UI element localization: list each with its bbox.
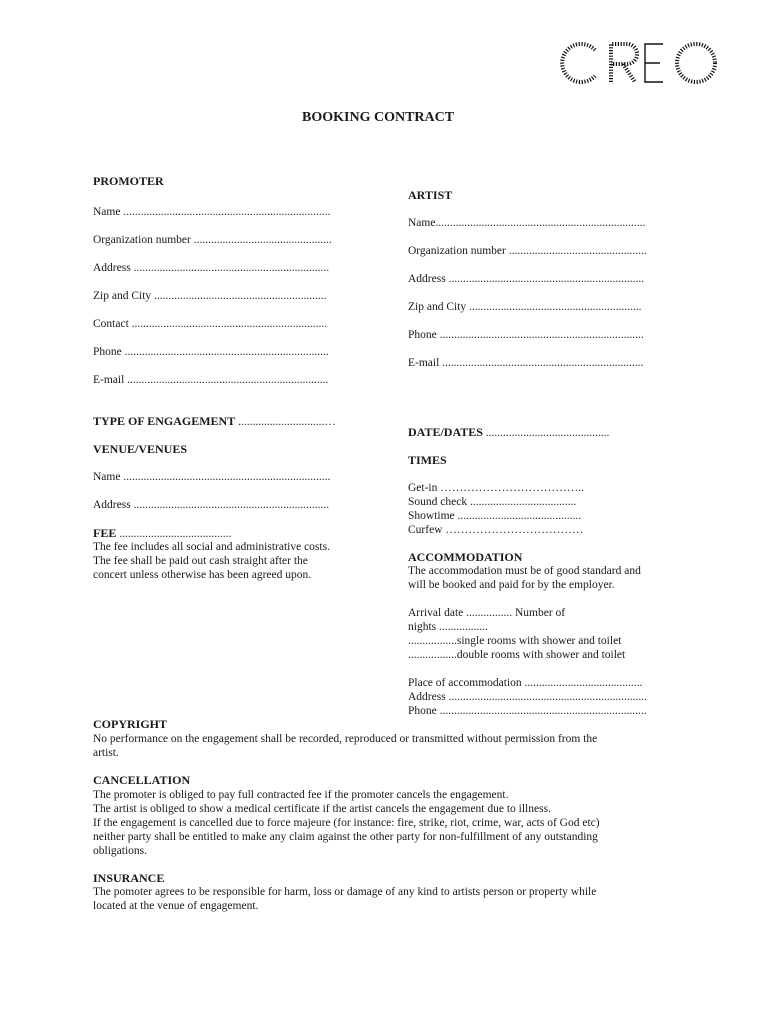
cancellation-heading: CANCELLATION: [93, 773, 191, 787]
page-title: BOOKING CONTRACT: [302, 110, 455, 125]
artist-phone-field: Phone .......................................................................: [408, 329, 644, 341]
accommodation-phone-field: Phone ........................................................................: [408, 705, 647, 717]
artist-heading: ARTIST: [408, 188, 453, 202]
single-rooms-field: .................single rooms with shower and toilet: [408, 635, 622, 647]
cancellation-text-line: The artist is obliged to show a medical certificate if the artist cancels the engagement due to illness.: [93, 803, 551, 815]
place-of-accommodation-field: Place of accommodation .........................................: [408, 677, 643, 689]
promoter-address-field: Address ....................................................................: [93, 262, 330, 274]
insurance-heading: INSURANCE: [93, 871, 165, 885]
artist-address-field: Address ....................................................................: [408, 273, 645, 285]
cancellation-text-line: If the engagement is cancelled due to force majeure (for instance: fire, strike, riot, crime, war, acts of God etc): [93, 817, 600, 829]
artist-email-field: E-mail ......................................................................: [408, 357, 644, 369]
promoter-heading: PROMOTER: [93, 174, 164, 188]
fee-text-line: The fee includes all social and administrative costs.: [93, 541, 330, 553]
venue-address-field: Address ....................................................................: [93, 499, 330, 511]
cancellation-text-line: obligations.: [93, 845, 147, 857]
accommodation-heading: ACCOMMODATION: [408, 550, 523, 564]
fee-text-line: The fee shall be paid out cash straight after the: [93, 555, 308, 567]
promoter-organization-field: Organization number ................................................: [93, 234, 332, 246]
fee-text-line: concert unless otherwise has been agreed upon.: [93, 569, 312, 581]
promoter-email-field: E-mail ......................................................................: [93, 374, 329, 386]
accommodation-address-field: Address .....................................................................: [408, 691, 647, 703]
fee-field: [93, 526, 231, 541]
type-of-engagement-dots: ..............................…: [235, 416, 336, 428]
fee-dots: .......................................: [116, 528, 232, 540]
promoter-name-field: Name ........................................................................: [93, 206, 331, 218]
fee-label: FEE: [93, 526, 117, 540]
accommodation-text-line: The accommodation must be of good standard and: [408, 565, 641, 577]
artist-name-field: Name.........................................................................: [408, 217, 646, 229]
showtime-field: Showtime ...........................................: [408, 510, 582, 522]
type-of-engagement-label: TYPE OF ENGAGEMENT: [93, 414, 236, 428]
promoter-zip-city-field: Zip and City ............................................................: [93, 290, 327, 302]
get-in-field: Get-in ………………………………..: [408, 482, 585, 494]
copyright-text-line: artist.: [93, 747, 119, 759]
insurance-text-line: The pomoter agrees to be responsible for harm, loss or damage of any kind to artists person or property while: [93, 886, 597, 898]
nights-field: nights .................: [408, 621, 488, 633]
artist-organization-field: Organization number ................................................: [408, 245, 647, 257]
type-of-engagement-field: [93, 414, 336, 429]
double-rooms-field: .................double rooms with shower and toilet: [408, 649, 626, 661]
promoter-phone-field: Phone .......................................................................: [93, 346, 329, 358]
curfew-field: Curfew ………………………………: [408, 524, 584, 536]
creo-logo: [555, 40, 720, 85]
sound-check-field: Sound check .....................................: [408, 496, 577, 508]
insurance-text-line: located at the venue of engagement.: [93, 900, 259, 912]
promoter-contact-field: Contact ....................................................................: [93, 318, 328, 330]
date-label: DATE/DATES: [408, 425, 483, 439]
arrival-date-field: Arrival date ................ Number of: [408, 607, 566, 619]
copyright-text-line: No performance on the engagement shall be recorded, reproduced or transmitted without permission from the: [93, 733, 598, 745]
accommodation-text-line: will be booked and paid for by the employer.: [408, 579, 615, 591]
cancellation-text-line: The promoter is obliged to pay full contracted fee if the promoter cancels the engagement.: [93, 789, 509, 801]
copyright-heading: COPYRIGHT: [93, 717, 168, 731]
date-field: [408, 425, 609, 440]
date-dots: ...........................................: [482, 427, 610, 439]
venue-heading: VENUE/VENUES: [93, 442, 188, 456]
cancellation-text-line: neither party shall be entitled to make any claim against the other party for non-fulfillment of any outstanding: [93, 831, 598, 843]
times-heading: TIMES: [408, 453, 447, 467]
venue-name-field: Name ........................................................................: [93, 471, 331, 483]
artist-zip-city-field: Zip and City ............................................................: [408, 301, 642, 313]
